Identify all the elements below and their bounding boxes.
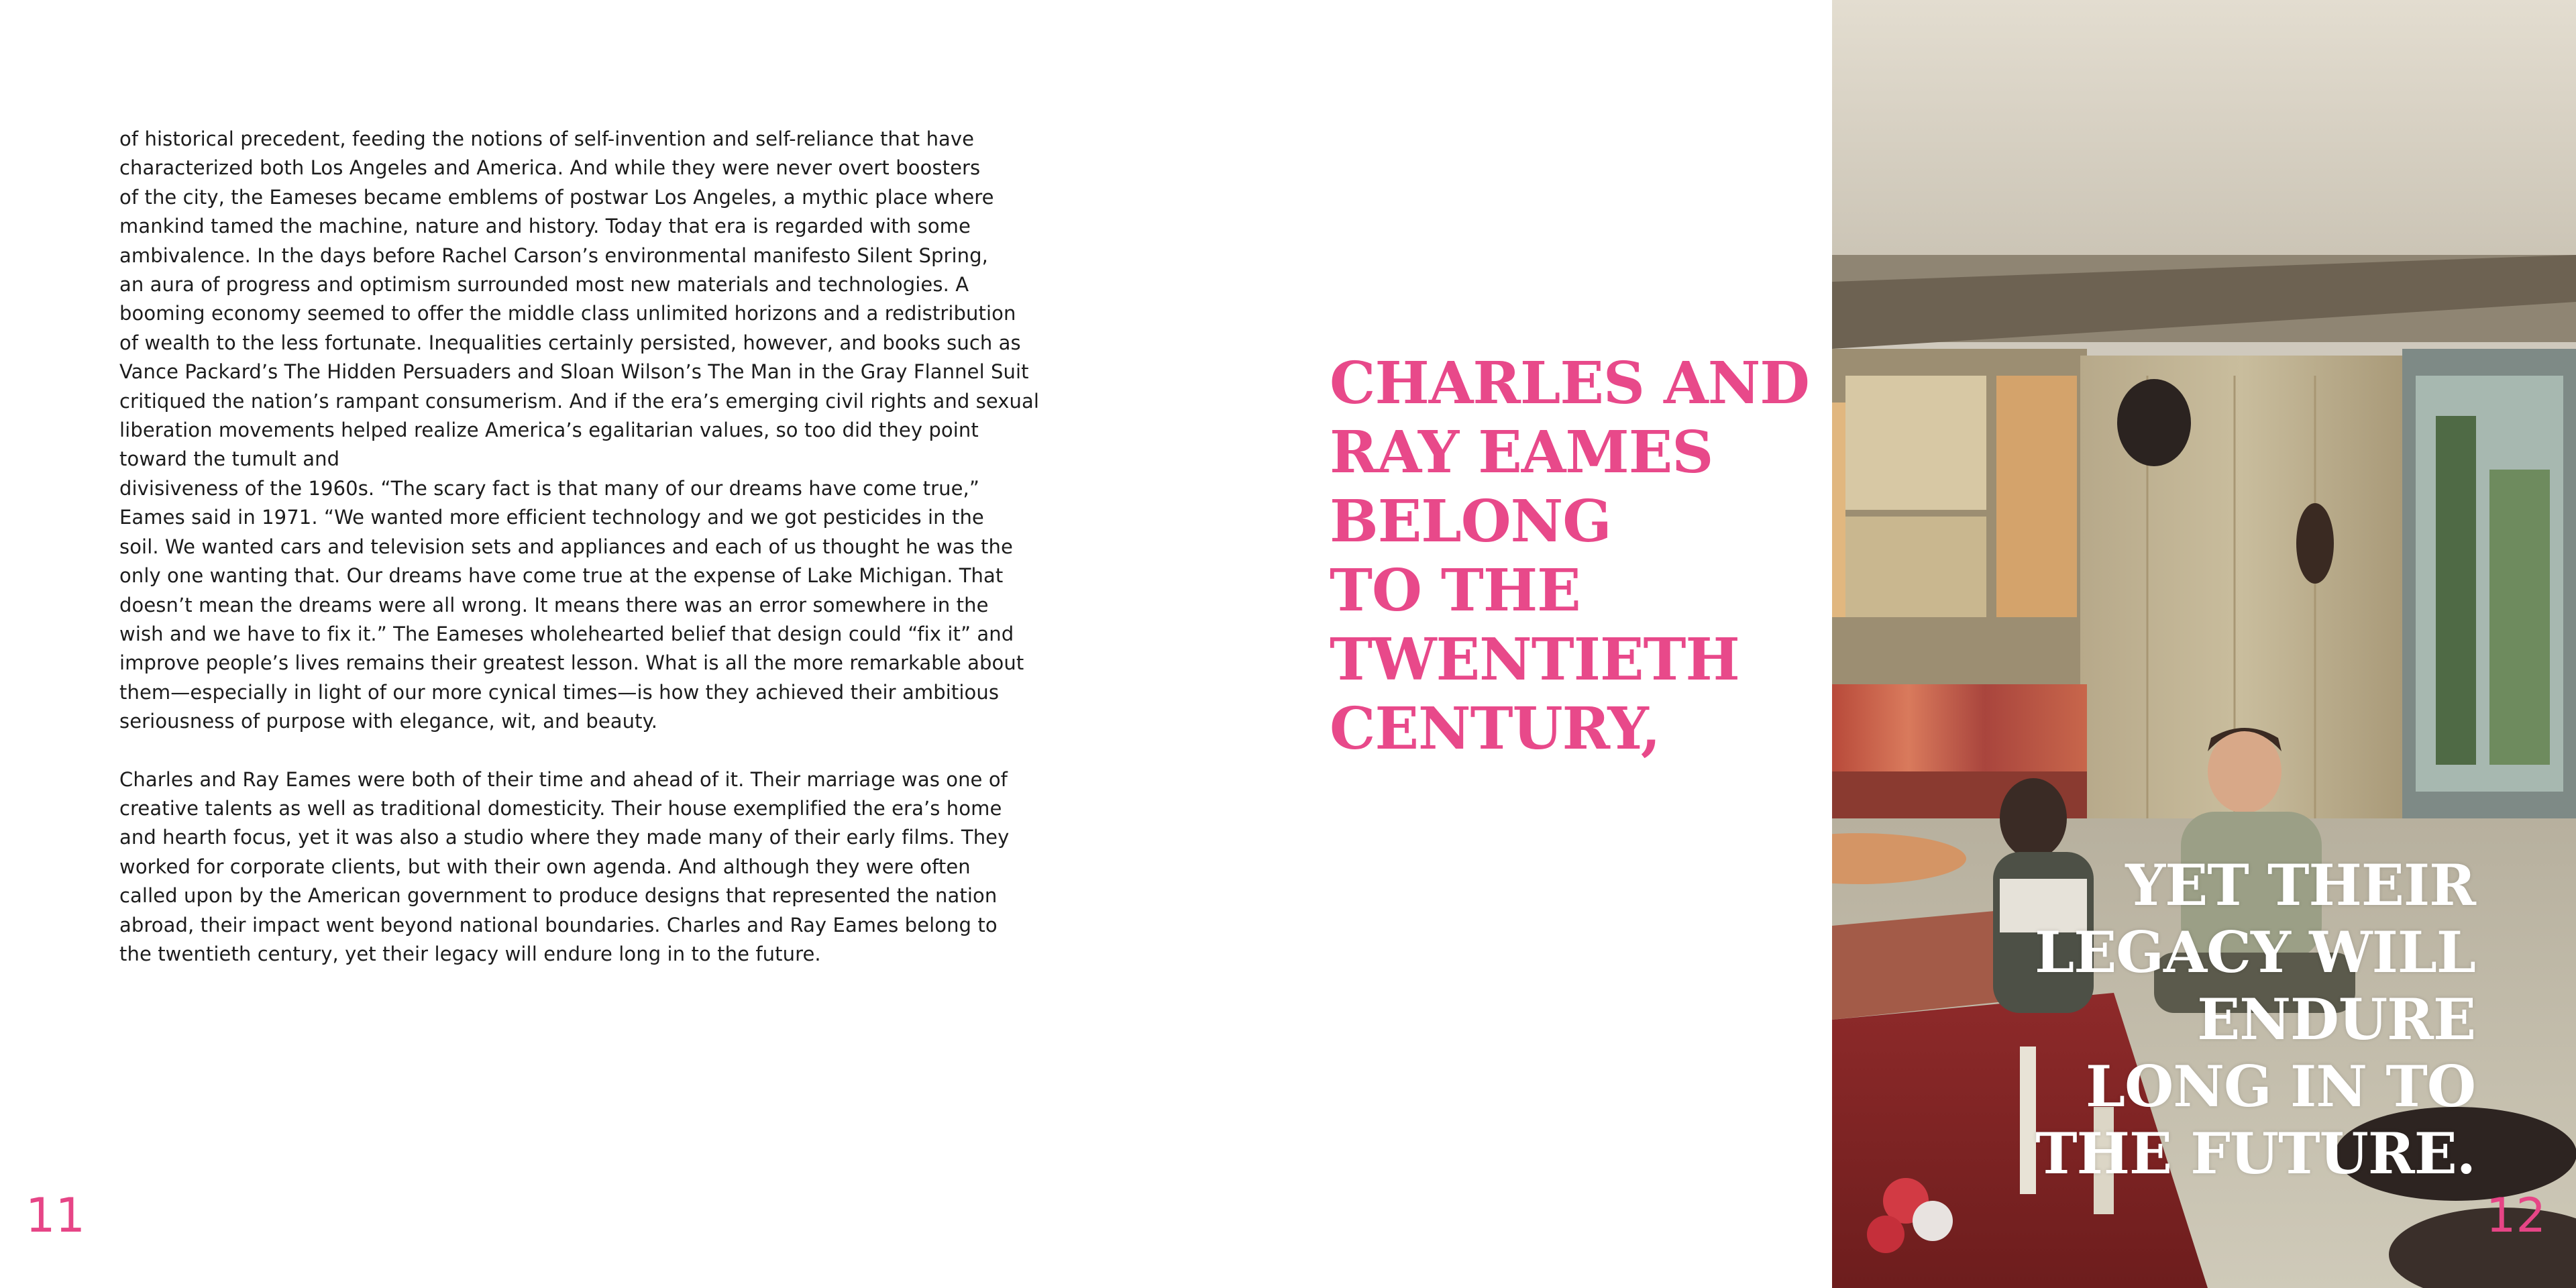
- body-paragraph-2: Charles and Ray Eames were both of their time and ahead of it. Their marriage was one of creative talents as well as traditional domesticity. Their house exemplified the era’s home and hearth focus, yet it was also a studio where they made many of their early films. They worked for corporate clients, but with their own agenda. And although they were often called upon by the American government to produce designs that represented the nation abroad, their impact went beyond national boundaries. Charles and Ray Eames belong to the twentieth century, yet their legacy will endure long in to the future.: [119, 767, 1010, 965]
- body-text: [119, 125, 1106, 969]
- right-page: [1288, 0, 2576, 1288]
- page-number-left: 11: [25, 1188, 86, 1243]
- overlay-pull-quote: YET THEIR LEGACY WILL ENDURE LONG IN TO THE FUTURE.: [2035, 852, 2475, 1187]
- page-number-right: 12: [2485, 1188, 2546, 1243]
- pull-quote-headline: CHARLES AND RAY EAMES BELONG TO THE TWENTIETH CENTURY,: [1330, 350, 1809, 763]
- body-paragraph-1: of historical precedent, feeding the notions of self-invention and self-reliance that have characterized both Los Angeles and America. And while they were never overt boosters of the city, the Eameses became emblems of postwar Los Angeles, a mythic place where mankind tamed the machine, nature and history. Today that era is regarded with some ambivalence. In the days before Rachel Carson’s environmental manifesto Silent Spring, an aura of progress and optimism surrounded most new materials and technologies. A booming economy seemed to offer the middle class unlimited horizons and a redistribution of wealth to the less fortunate. Inequalities certainly persisted, however, and books such as Vance Packard’s The Hidden Persuaders and Sloan Wilson’s The Man in the Gray Flannel Suit critiqued the nation’s rampant consumerism. And if the era’s emerging civil rights and sexual liberation movements helped realize America’s egalitarian values, so too did they point toward the tumult and divisiveness of the 1960s. “The scary fact is that many of our dreams have come true,” Eames said in 1971. “We wanted more efficient technology and we got pesticides in the soil. We wanted cars and television sets and appliances and each of us thought he was the only one wanting that. Our dreams have come true at the expense of Lake Michigan. That doesn’t mean the dreams were all wrong. It means there was an error somewhere in the wish and we have to fix it.” The Eameses wholehearted belief that design could “fix it” and improve people’s lives remains their greatest lesson. What is all the more remarkable about them—especially in light of our more cynical times—is how they achieved their ambitious seriousness of purpose with elegance, wit, and beauty.: [119, 127, 1040, 733]
